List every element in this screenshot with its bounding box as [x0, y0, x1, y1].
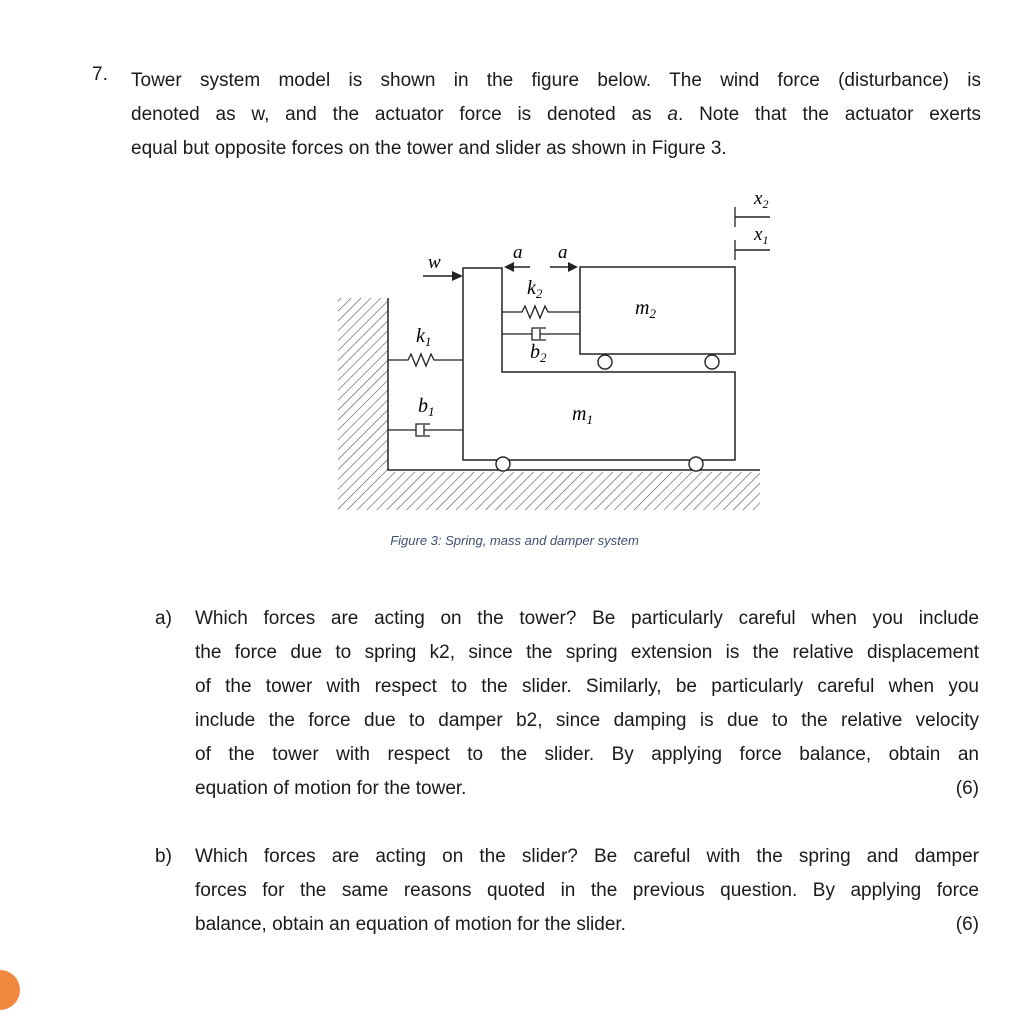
question-line-2: denoted as w, and the actuator force is denoted as a. Note that the actuator exerts: [131, 104, 981, 125]
label-a-right: a: [558, 242, 568, 263]
part-b-line-3: balance, obtain an equation of motion for the slider. (6): [195, 908, 979, 942]
label-k1: $k_1$: [416, 325, 432, 349]
part-a-label: a): [155, 608, 172, 629]
damper-b2: [502, 328, 580, 340]
part-a-text: [195, 602, 979, 806]
part-a: [155, 602, 979, 812]
part-a-line-5: of the tower with respect to the slider. By applying force balance, obtain an: [195, 744, 979, 765]
label-k2: $k_2$: [527, 277, 543, 301]
question-line-3: equal but opposite forces on the tower and slider as shown in Figure 3.: [131, 138, 727, 159]
ground-hatch: [388, 472, 760, 510]
part-b-marks: (6): [955, 914, 979, 935]
part-b-label: b): [155, 846, 172, 867]
wall-hatch: [338, 298, 388, 510]
label-b1: $b_1$: [418, 395, 435, 419]
part-b-line-1: Which forces are acting on the slider? Be careful with the spring and damper: [195, 846, 979, 867]
tower-wheel-left: [496, 457, 510, 471]
label-w: w: [428, 252, 441, 273]
tower-diagram: [330, 190, 770, 520]
actuator-arrow-right: [550, 262, 578, 272]
slider-wheel-right: [705, 355, 719, 369]
page-corner-marker: [0, 970, 20, 1010]
slider-body: [580, 267, 735, 354]
label-x2: $x_2$: [754, 190, 769, 211]
part-a-line-4: include the force due to damper b2, since damping is due to the relative velocity: [195, 710, 979, 731]
label-x1: $x_1$: [754, 224, 769, 247]
actuator-arrow-left: [504, 262, 530, 272]
label-a-left: a: [513, 242, 523, 263]
part-b: [155, 840, 979, 950]
damper-b1: [388, 424, 463, 436]
question-text: [131, 64, 981, 166]
figure-caption: Figure 3: Spring, mass and damper system: [390, 533, 639, 548]
question-line-1: Tower system model is shown in the figure below. The wind force (disturbance) is: [131, 70, 981, 91]
part-a-line-1: Which forces are acting on the tower? Be particularly careful when you include: [195, 608, 979, 629]
part-a-line-2: the force due to spring k2, since the spring extension is the relative displacement: [195, 642, 979, 663]
part-a-marks: (6): [955, 778, 979, 799]
part-b-line-2: forces for the same reasons quoted in the previous question. By applying force: [195, 880, 979, 901]
label-b2: $b_2$: [530, 341, 547, 365]
part-b-text: [195, 840, 979, 942]
tower-wheel-right: [689, 457, 703, 471]
slider-wheel-left: [598, 355, 612, 369]
part-a-line-3: of the tower with respect to the slider. Similarly, be particularly careful when you: [195, 676, 979, 697]
spring-k1: [388, 354, 463, 366]
label-m2: $m_2$: [635, 297, 656, 321]
part-a-line-6: equation of motion for the tower. (6): [195, 772, 979, 806]
question-number: 7.: [92, 64, 108, 85]
label-m1: $m_1$: [572, 403, 593, 427]
spring-k2: [502, 306, 580, 318]
